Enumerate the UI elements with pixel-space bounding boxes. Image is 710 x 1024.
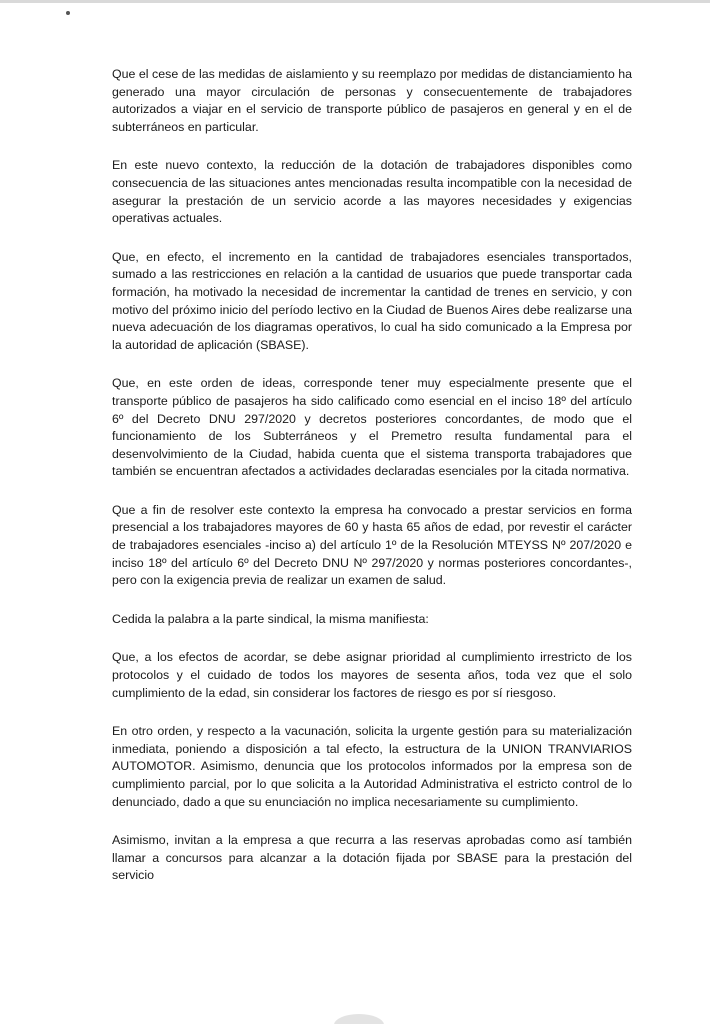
paragraph-convocatoria-mayores: Que a fin de resolver este contexto la empresa ha convocado a prestar servicios en forma presencial a los trabajadores mayores de 60 y hasta 65 años de edad, por revestir el carácter de trabajadores esenciales -inciso a) del artículo 1º de la Resolución MTEYSS Nº 207/2020 e inciso 18º del artículo 6º del Decreto DNU Nº 297/2020 y normas posteriores concordantes-, pero con la exigencia previa de realizar un examen de salud. xyxy=(112,502,632,588)
scan-top-edge xyxy=(0,0,710,3)
paragraph-nuevo-contexto: En este nuevo contexto, la reducción de la dotación de trabajadores disponibles como consecuencia de las situaciones antes mencionadas resulta incompatible con la necesidad de asegurar la prestación de un servicio acorde a las mayores necesidades y exigencias operativas actuales. xyxy=(112,158,632,226)
paragraph-transporte-esencial: Que, en este orden de ideas, corresponde tener muy especialmente presente que el transporte público de pasajeros ha sido calificado como esencial en el inciso 18º del artículo 6º del Decreto DNU 297/2020 y decretos posteriores concordantes, de modo que el funcionamiento de los Subterráneos y el Premetro resulta fundamental para el desenvolvimiento de la Ciudad, habida cuenta que el sistema transporta trabajadores que también se encuentran afectados a actividades declaradas esenciales por la citada normativa. xyxy=(112,376,632,479)
paragraph-cese-aislamiento: Que el cese de las medidas de aislamiento y su reemplazo por medidas de distanciamiento ha generado una mayor circulación de personas y consecuentemente de trabajadores autorizados a viajar en el servicio de transporte público de pasajeros en general y en el de subterráneos en particular. xyxy=(112,67,632,134)
paragraph-parte-sindical: Cedida la palabra a la parte sindical, la misma manifiesta: xyxy=(112,611,429,626)
paragraph-prioridad-protocolos: Que, a los efectos de acordar, se debe asignar prioridad al cumplimiento irrestricto de los protocolos y el cuidado de todos los mayores de sesenta años, toda vez que el solo cumplimiento de la edad, sin considerar los factores de riesgo es por sí riesgoso. xyxy=(112,650,632,700)
scan-bottom-shadow xyxy=(334,1014,384,1024)
paragraph-incremento-trabajadores: Que, en efecto, el incremento en la cantidad de trabajadores esenciales transportados, sumado a las restricciones en relación a la cantidad de usuarios que puede transportar cada formación, ha motivado la necesidad de incrementar la cantidad de trenes en servicio, y con motivo del próximo inicio del período lectivo en la Ciudad de Buenos Aires debe realizarse una nueva adecuación de los diagramas operativos, lo cual ha sido comunicado a la Empresa por la autoridad de aplicación (SBASE). xyxy=(112,249,632,352)
paragraph-vacunacion: En otro orden, y respecto a la vacunación, solicita la urgente gestión para su materialización inmediata, poniendo a disposición a tal efecto, la estructura de la UNION TRANVIARIOS AUTOMOTOR. Asimismo, denuncia que los protocolos informados por la empresa son de cumplimiento parcial, por lo que solicita a la Autoridad Administrativa el estricto control de lo denunciado, dado a que su enunciación no implica necesariamente su cumplimiento. xyxy=(112,724,632,809)
document-body xyxy=(112,66,632,906)
paragraph-reservas-concursos: Asimismo, invitan a la empresa a que recurra a las reservas aprobadas como así también llamar a concursos para alcanzar a la dotación fijada por SBASE para la prestación del servicio xyxy=(112,833,632,883)
scan-mark-dot xyxy=(66,11,70,15)
